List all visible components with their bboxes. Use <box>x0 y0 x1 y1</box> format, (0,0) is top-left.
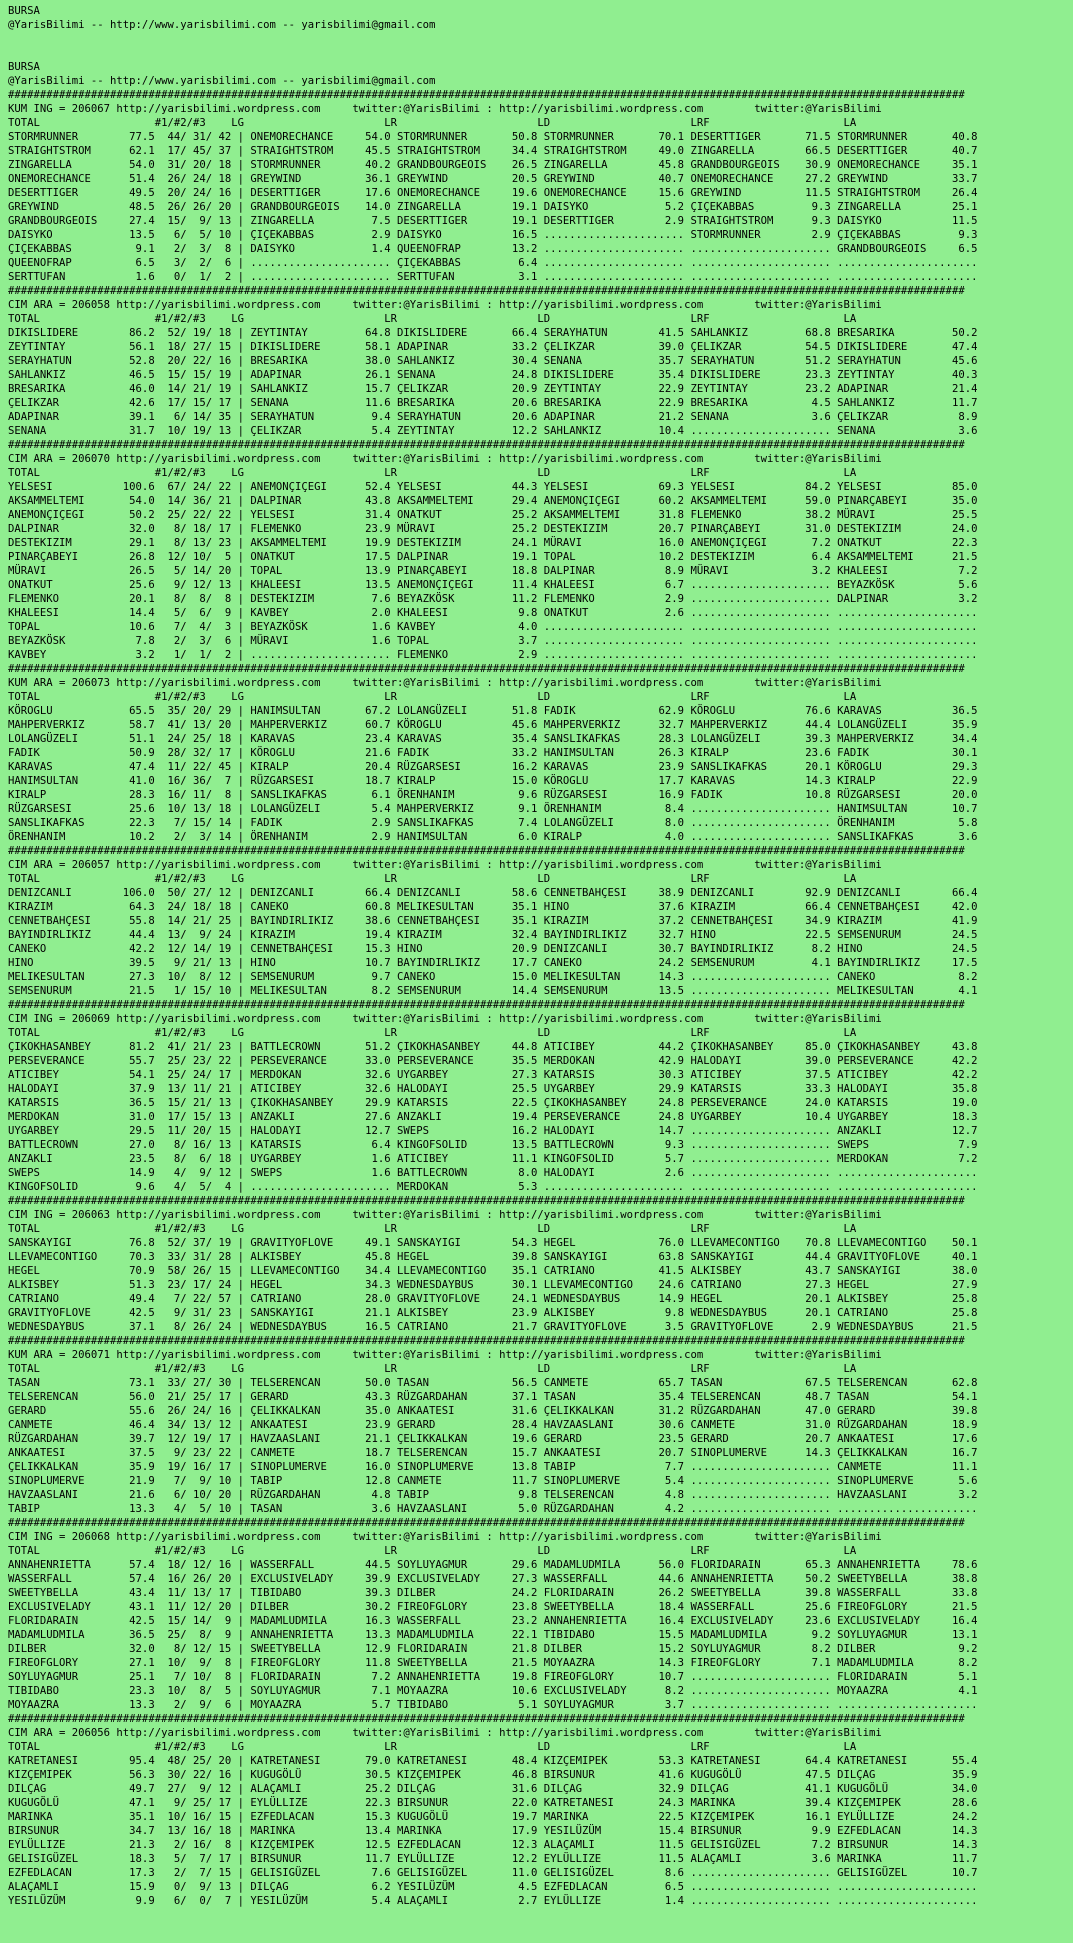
race-title: KUM ING = 206067 http://yarisbilimi.wordpress.com twitter:@YarisBilimi : http://yarisbilimi.wordpress.com twitter:@YarisBilimi <box>8 103 882 115</box>
table-row: SANSKAYIGI 76.8 52/ 37/ 19 | GRAVITYOFLOVE 49.1 SANSKAYIGI 54.3 HEGEL 76.0 LLEVAMECONTIGO 70.8 LLEVAMECONTIGO 50.1 <box>8 1237 978 1249</box>
table-row: SENANA 31.7 10/ 19/ 13 | ÇELIKZAR 5.4 ZEYTINTAY 12.2 SAHLANKIZ 10.4 ...................... SENANA 3.6 <box>8 425 978 437</box>
table-row: ALAÇAMLI 15.9 0/ 9/ 13 | DILÇAG 6.2 YESILÜZÜM 4.5 EZFEDLACAN 6.5 ...................... ...................... <box>8 1881 978 1893</box>
table-row: LLEVAMECONTIGO 70.3 33/ 31/ 28 | ALKISBEY 45.8 HEGEL 39.8 SANSKAYIGI 63.8 SANSKAYIGI 44.4 GRAVITYOFLOVE 40.1 <box>8 1251 978 1263</box>
table-row: CATRIANO 49.4 7/ 22/ 57 | CATRIANO 28.0 GRAVITYOFLOVE 24.1 WEDNESDAYBUS 14.9 HEGEL 20.1 ALKISBEY 25.8 <box>8 1293 978 1305</box>
table-row: CANMETE 46.4 34/ 13/ 12 | ANKAATESI 23.9 GERARD 28.4 HAVZAASLANI 30.6 CANMETE 31.0 RÜZGARDAHAN 18.9 <box>8 1419 978 1431</box>
table-row: KIZÇEMIPEK 56.3 30/ 22/ 16 | KUGUGÖLÜ 30.5 KIZÇEMIPEK 46.8 BIRSUNUR 41.6 KUGUGÖLÜ 47.5 DILÇAG 35.9 <box>8 1769 978 1781</box>
table-row: DAISYKO 13.5 6/ 5/ 10 | ÇIÇEKABBAS 2.9 DAISYKO 16.5 ...................... STORMRUNNER 2.9 ÇIÇEKABBAS 9.3 <box>8 229 978 241</box>
column-header: TOTAL #1/#2/#3 LG LR LD LRF LA <box>8 1363 857 1375</box>
table-row: FLEMENKO 20.1 8/ 8/ 8 | DESTEKIZIM 7.6 BEYAZKÖSK 11.2 FLEMENKO 2.9 ...................... DALPINAR 3.2 <box>8 593 978 605</box>
table-row: SEMSENURUM 21.5 1/ 15/ 10 | MELIKESULTAN 8.2 SEMSENURUM 14.4 SEMSENURUM 13.5 ...................... MELIKESULTAN 4.1 <box>8 985 978 997</box>
table-row: ÖRENHANIM 10.2 2/ 3/ 14 | ÖRENHANIM 2.9 HANIMSULTAN 6.0 KIRALP 4.0 ...................... SANSLIKAFKAS 3.6 <box>8 831 978 843</box>
column-header: TOTAL #1/#2/#3 LG LR LD LRF LA <box>8 873 857 885</box>
table-row: GRANDBOURGEOIS 27.4 15/ 9/ 13 | ZINGARELLA 7.5 DESERTTIGER 19.1 DESERTTIGER 2.9 STRAIGHTSTROM 9.3 DAISYKO 11.5 <box>8 215 978 227</box>
table-row: ÇELIKKALKAN 35.9 19/ 16/ 17 | SINOPLUMERVE 16.0 SINOPLUMERVE 13.8 TABIP 7.7 ...................... CANMETE 11.1 <box>8 1461 978 1473</box>
table-row: CENNETBAHÇESI 55.8 14/ 21/ 25 | BAYINDIRLIKIZ 38.6 CENNETBAHÇESI 35.1 KIRAZIM 37.2 CENNETBAHÇESI 34.9 KIRAZIM 41.9 <box>8 915 978 927</box>
table-row: GREYWIND 48.5 26/ 26/ 20 | GRANDBOURGEOIS 14.0 ZINGARELLA 19.1 DAISYKO 5.2 ÇIÇEKABBAS 9.3 ZINGARELLA 25.1 <box>8 201 978 213</box>
table-row: ZEYTINTAY 56.1 18/ 27/ 15 | DIKISLIDERE 58.1 ADAPINAR 33.2 ÇELIKZAR 39.0 ÇELIKZAR 54.5 DIKISLIDERE 47.4 <box>8 341 978 353</box>
table-row: CANEKO 42.2 12/ 14/ 19 | CENNETBAHÇESI 15.3 HINO 20.9 DENIZCANLI 30.7 BAYINDIRLIKIZ 8.2 HINO 24.5 <box>8 943 978 955</box>
table-row: HANIMSULTAN 41.0 16/ 36/ 7 | RÜZGARSESI 18.7 KIRALP 15.0 KÖROGLU 17.7 KARAVAS 14.3 KIRALP 22.9 <box>8 775 978 787</box>
table-row: SERAYHATUN 52.8 20/ 22/ 16 | BRESARIKA 38.0 SAHLANKIZ 30.4 SENANA 35.7 SERAYHATUN 51.2 SERAYHATUN 45.6 <box>8 355 978 367</box>
table-row: ANEMONÇIÇEGI 50.2 25/ 22/ 22 | YELSESI 31.4 ONATKUT 25.2 AKSAMMELTEMI 31.8 FLEMENKO 38.2 MÜRAVI 25.5 <box>8 509 978 521</box>
table-row: LOLANGÜZELI 51.1 24/ 25/ 18 | KARAVAS 23.4 KARAVAS 35.4 SANSLIKAFKAS 28.3 LOLANGÜZELI 39.3 MAHPERVERKIZ 34.4 <box>8 733 978 745</box>
header-contact: @YarisBilimi -- http://www.yarisbilimi.com -- yarisbilimi@gmail.com <box>8 19 436 31</box>
table-row: SANSLIKAFKAS 22.3 7/ 15/ 14 | FADIK 2.9 SANSLIKAFKAS 7.4 LOLANGÜZELI 8.0 ...................... ÖRENHANIM 5.8 <box>8 817 978 829</box>
race-title: CIM ARA = 206058 http://yarisbilimi.wordpress.com twitter:@YarisBilimi : http://yarisbilimi.wordpress.com twitter:@YarisBilimi <box>8 299 882 311</box>
table-row: SINOPLUMERVE 21.9 7/ 9/ 10 | TABIP 12.8 CANMETE 11.7 SINOPLUMERVE 5.4 ...................... SINOPLUMERVE 5.6 <box>8 1475 978 1487</box>
header-block-repeat <box>8 60 1070 88</box>
column-header: TOTAL #1/#2/#3 LG LR LD LRF LA <box>8 467 857 479</box>
race-title: KUM ARA = 206073 http://yarisbilimi.wordpress.com twitter:@YarisBilimi : http://yarisbilimi.wordpress.com twitter:@YarisBilimi <box>8 677 882 689</box>
column-header: TOTAL #1/#2/#3 LG LR LD LRF LA <box>8 313 857 325</box>
table-row: RÜZGARSESI 25.6 10/ 13/ 18 | LOLANGÜZELI 5.4 MAHPERVERKIZ 9.1 ÖRENHANIM 8.4 ...................... HANIMSULTAN 10.7 <box>8 803 978 815</box>
column-header: TOTAL #1/#2/#3 LG LR LD LRF LA <box>8 1223 857 1235</box>
race-title: CIM ING = 206069 http://yarisbilimi.wordpress.com twitter:@YarisBilimi : http://yarisbilimi.wordpress.com twitter:@YarisBilimi <box>8 1013 882 1025</box>
header-block <box>8 4 1070 32</box>
table-row: MADAMLUDMILA 36.5 25/ 8/ 9 | ANNAHENRIETTA 13.3 MADAMLUDMILA 22.1 TIBIDABO 15.5 MADAMLUDMILA 9.2 SOYLUYAGMUR 13.1 <box>8 1629 978 1641</box>
table-row: SERTTUFAN 1.6 0/ 1/ 2 | ...................... SERTTUFAN 3.1 ...................... ...................... ...................... <box>8 271 978 283</box>
race-report <box>8 88 1070 1908</box>
table-row: DILÇAG 49.7 27/ 9/ 12 | ALAÇAMLI 25.2 DILÇAG 31.6 DILÇAG 32.9 DILÇAG 41.1 KUGUGÖLÜ 34.0 <box>8 1783 978 1795</box>
table-row: FIREOFGLORY 27.1 10/ 9/ 8 | FIREOFGLORY 11.8 SWEETYBELLA 21.5 MOYAAZRA 14.3 FIREOFGLORY 7.1 MADAMLUDMILA 8.2 <box>8 1657 978 1669</box>
header-city: BURSA <box>8 61 40 73</box>
race-title: CIM ARA = 206057 http://yarisbilimi.wordpress.com twitter:@YarisBilimi : http://yarisbilimi.wordpress.com twitter:@YarisBilimi <box>8 859 882 871</box>
table-row: TASAN 73.1 33/ 27/ 30 | TELSERENCAN 50.0 TASAN 56.5 CANMETE 65.7 TASAN 67.5 TELSERENCAN 62.8 <box>8 1377 978 1389</box>
race-title: CIM ING = 206063 http://yarisbilimi.wordpress.com twitter:@YarisBilimi : http://yarisbilimi.wordpress.com twitter:@YarisBilimi <box>8 1209 882 1221</box>
separator-line: ###################################################################################################################################################### <box>8 439 965 451</box>
table-row: SWEETYBELLA 43.4 11/ 13/ 17 | TIBIDABO 39.3 DILBER 24.2 FLORIDARAIN 26.2 SWEETYBELLA 39.8 WASSERFALL 33.8 <box>8 1587 978 1599</box>
table-row: PINARÇABEYI 26.8 12/ 10/ 5 | ONATKUT 17.5 DALPINAR 19.1 TOPAL 10.2 DESTEKIZIM 6.4 AKSAMMELTEMI 21.5 <box>8 551 978 563</box>
table-row: ADAPINAR 39.1 6/ 14/ 35 | SERAYHATUN 9.4 SERAYHATUN 20.6 ADAPINAR 21.2 SENANA 3.6 ÇELIKZAR 8.9 <box>8 411 978 423</box>
table-row: SAHLANKIZ 46.5 15/ 15/ 19 | ADAPINAR 26.1 SENANA 24.8 DIKISLIDERE 35.4 DIKISLIDERE 23.3 ZEYTINTAY 40.3 <box>8 369 978 381</box>
table-row: DENIZCANLI 106.0 50/ 27/ 12 | DENIZCANLI 66.4 DENIZCANLI 58.6 CENNETBAHÇESI 38.9 DENIZCANLI 92.9 DENIZCANLI 66.4 <box>8 887 978 899</box>
table-row: PERSEVERANCE 55.7 25/ 23/ 22 | PERSEVERANCE 33.0 PERSEVERANCE 35.5 MERDOKAN 42.9 HALODAYI 39.0 PERSEVERANCE 42.2 <box>8 1055 978 1067</box>
table-row: DESTEKIZIM 29.1 8/ 13/ 23 | AKSAMMELTEMI 19.9 DESTEKIZIM 24.1 MÜRAVI 16.0 ANEMONÇIÇEGI 7.2 ONATKUT 22.3 <box>8 537 978 549</box>
table-row: AKSAMMELTEMI 54.0 14/ 36/ 21 | DALPINAR 43.8 AKSAMMELTEMI 29.4 ANEMONÇIÇEGI 60.2 AKSAMMELTEMI 59.0 PINARÇABEYI 35.0 <box>8 495 978 507</box>
table-row: UYGARBEY 29.5 11/ 20/ 15 | HALODAYI 12.7 SWEPS 16.2 HALODAYI 14.7 ...................... ANZAKLI 12.7 <box>8 1125 978 1137</box>
table-row: ONEMORECHANCE 51.4 26/ 24/ 18 | GREYWIND 36.1 GREYWIND 20.5 GREYWIND 40.7 ONEMORECHANCE 27.2 GREYWIND 33.7 <box>8 173 978 185</box>
table-row: ZINGARELLA 54.0 31/ 20/ 18 | STORMRUNNER 40.2 GRANDBOURGEOIS 26.5 ZINGARELLA 45.8 GRANDBOURGEOIS 30.9 ONEMORECHANCE 35.1 <box>8 159 978 171</box>
table-row: ONATKUT 25.6 9/ 12/ 13 | KHALEESI 13.5 ANEMONÇIÇEGI 11.4 KHALEESI 6.7 ...................... BEYAZKÖSK 5.6 <box>8 579 978 591</box>
separator-line: ###################################################################################################################################################### <box>8 1195 965 1207</box>
column-header: TOTAL #1/#2/#3 LG LR LD LRF LA <box>8 117 857 129</box>
race-title: CIM ING = 206068 http://yarisbilimi.wordpress.com twitter:@YarisBilimi : http://yarisbilimi.wordpress.com twitter:@YarisBilimi <box>8 1531 882 1543</box>
separator-line: ###################################################################################################################################################### <box>8 663 965 675</box>
header-city: BURSA <box>8 5 40 17</box>
table-row: KATARSIS 36.5 15/ 21/ 13 | ÇIKOKHASANBEY 29.9 KATARSIS 22.5 ÇIKOKHASANBEY 24.8 PERSEVERANCE 24.0 KATARSIS 19.0 <box>8 1097 978 1109</box>
table-row: ÇIKOKHASANBEY 81.2 41/ 21/ 23 | BATTLECROWN 51.2 ÇIKOKHASANBEY 44.8 ATICIBEY 44.2 ÇIKOKHASANBEY 85.0 ÇIKOKHASANBEY 43.8 <box>8 1041 978 1053</box>
spacer <box>8 32 1070 60</box>
table-row: EZFEDLACAN 17.3 2/ 7/ 15 | GELISIGÜZEL 7.6 GELISIGÜZEL 11.0 GELISIGÜZEL 8.6 ...................... GELISIGÜZEL 10.7 <box>8 1867 978 1879</box>
column-header: TOTAL #1/#2/#3 LG LR LD LRF LA <box>8 1027 857 1039</box>
separator-line: ###################################################################################################################################################### <box>8 89 965 101</box>
table-row: TELSERENCAN 56.0 21/ 25/ 17 | GERARD 43.3 RÜZGARDAHAN 37.1 TASAN 35.4 TELSERENCAN 48.7 TASAN 54.1 <box>8 1391 978 1403</box>
table-row: DIKISLIDERE 86.2 52/ 19/ 18 | ZEYTINTAY 64.8 DIKISLIDERE 66.4 SERAYHATUN 41.5 SAHLANKIZ 68.8 BRESARIKA 50.2 <box>8 327 978 339</box>
table-row: BRESARIKA 46.0 14/ 21/ 19 | SAHLANKIZ 15.7 ÇELIKZAR 20.9 ZEYTINTAY 22.9 ZEYTINTAY 23.2 ADAPINAR 21.4 <box>8 383 978 395</box>
table-row: QUEENOFRAP 6.5 3/ 2/ 6 | ...................... ÇIÇEKABBAS 6.4 ...................... ...................... ...................... <box>8 257 978 269</box>
separator-line: ###################################################################################################################################################### <box>8 1713 965 1725</box>
table-row: YELSESI 100.6 67/ 24/ 22 | ANEMONÇIÇEGI 52.4 YELSESI 44.3 YELSESI 69.3 YELSESI 84.2 YELSESI 85.0 <box>8 481 978 493</box>
table-row: GERARD 55.6 26/ 24/ 16 | ÇELIKKALKAN 35.0 ANKAATESI 31.6 ÇELIKKALKAN 31.2 RÜZGARDAHAN 47.0 GERARD 39.8 <box>8 1405 978 1417</box>
table-row: ÇELIKZAR 42.6 17/ 15/ 17 | SENANA 11.6 BRESARIKA 20.6 BRESARIKA 22.9 BRESARIKA 4.5 SAHLANKIZ 11.7 <box>8 397 978 409</box>
table-row: BAYINDIRLIKIZ 44.4 13/ 9/ 24 | KIRAZIM 19.4 KIRAZIM 32.4 BAYINDIRLIKIZ 32.7 HINO 22.5 SEMSENURUM 24.5 <box>8 929 978 941</box>
table-row: MERDOKAN 31.0 17/ 15/ 13 | ANZAKLI 27.6 ANZAKLI 19.4 PERSEVERANCE 24.8 UYGARBEY 10.4 UYGARBEY 18.3 <box>8 1111 978 1123</box>
table-row: STORMRUNNER 77.5 44/ 31/ 42 | ONEMORECHANCE 54.0 STORMRUNNER 50.8 STORMRUNNER 70.1 DESERTTIGER 71.5 STORMRUNNER 40.8 <box>8 131 978 143</box>
table-row: DESERTTIGER 49.5 20/ 24/ 16 | DESERTTIGER 17.6 ONEMORECHANCE 19.6 ONEMORECHANCE 15.6 GREYWIND 11.5 STRAIGHTSTROM 26.4 <box>8 187 978 199</box>
table-row: KHALEESI 14.4 5/ 6/ 9 | KAVBEY 2.0 KHALEESI 9.8 ONATKUT 2.6 ...................... ...................... <box>8 607 978 619</box>
column-header: TOTAL #1/#2/#3 LG LR LD LRF LA <box>8 1741 857 1753</box>
table-row: FADIK 50.9 28/ 32/ 17 | KÖROGLU 21.6 FADIK 33.2 HANIMSULTAN 26.3 KIRALP 23.6 FADIK 30.1 <box>8 747 978 759</box>
race-title: CIM ARA = 206056 http://yarisbilimi.wordpress.com twitter:@YarisBilimi : http://yarisbilimi.wordpress.com twitter:@YarisBilimi <box>8 1727 882 1739</box>
separator-line: ###################################################################################################################################################### <box>8 999 965 1011</box>
separator-line: ###################################################################################################################################################### <box>8 1335 965 1347</box>
header-contact: @YarisBilimi -- http://www.yarisbilimi.com -- yarisbilimi@gmail.com <box>8 75 436 87</box>
table-row: MELIKESULTAN 27.3 10/ 8/ 12 | SEMSENURUM 9.7 CANEKO 15.0 MELIKESULTAN 14.3 ...................... CANEKO 8.2 <box>8 971 978 983</box>
table-row: MARINKA 35.1 10/ 16/ 15 | EZFEDLACAN 15.3 KUGUGÖLÜ 19.7 MARINKA 22.5 KIZÇEMIPEK 16.1 EYLÜLLIZE 24.2 <box>8 1811 978 1823</box>
table-row: RÜZGARDAHAN 39.7 12/ 19/ 17 | HAVZAASLANI 21.1 ÇELIKKALKAN 19.6 GERARD 23.5 GERARD 20.7 ANKAATESI 17.6 <box>8 1433 978 1445</box>
table-row: KATRETANESI 95.4 48/ 25/ 20 | KATRETANESI 79.0 KATRETANESI 48.4 KIZÇEMIPEK 53.3 KATRETANESI 64.4 KATRETANESI 55.4 <box>8 1755 978 1767</box>
table-row: ATICIBEY 54.1 25/ 24/ 17 | MERDOKAN 32.6 UYGARBEY 27.3 KATARSIS 30.3 ATICIBEY 37.5 ATICIBEY 42.2 <box>8 1069 978 1081</box>
table-row: ANKAATESI 37.5 9/ 23/ 22 | CANMETE 18.7 TELSERENCAN 15.7 ANKAATESI 20.7 SINOPLUMERVE 14.3 ÇELIKKALKAN 16.7 <box>8 1447 978 1459</box>
table-row: KÖROGLU 65.5 35/ 20/ 29 | HANIMSULTAN 67.2 LOLANGÜZELI 51.8 FADIK 62.9 KÖROGLU 76.6 KARAVAS 36.5 <box>8 705 978 717</box>
table-row: KIRALP 28.3 16/ 11/ 8 | SANSLIKAFKAS 6.1 ÖRENHANIM 9.6 RÜZGARSESI 16.9 FADIK 10.8 RÜZGARSESI 20.0 <box>8 789 978 801</box>
table-row: SOYLUYAGMUR 25.1 7/ 10/ 8 | FLORIDARAIN 7.2 ANNAHENRIETTA 19.8 FIREOFGLORY 10.7 ...................... FLORIDARAIN 5.1 <box>8 1671 978 1683</box>
table-row: ÇIÇEKABBAS 9.1 2/ 3/ 8 | DAISYKO 1.4 QUEENOFRAP 13.2 ...................... ...................... GRANDBOURGEOIS 6.5 <box>8 243 978 255</box>
table-row: BEYAZKÖSK 7.8 2/ 3/ 6 | MÜRAVI 1.6 TOPAL 3.7 ...................... ...................... ...................... <box>8 635 978 647</box>
separator-line: ###################################################################################################################################################### <box>8 1517 965 1529</box>
table-row: KUGUGÖLÜ 47.1 9/ 25/ 17 | EYLÜLLIZE 22.3 BIRSUNUR 22.0 KATRETANESI 24.3 MARINKA 39.4 KIZÇEMIPEK 28.6 <box>8 1797 978 1809</box>
table-row: DILBER 32.0 8/ 12/ 15 | SWEETYBELLA 12.9 FLORIDARAIN 21.8 DILBER 15.2 SOYLUYAGMUR 8.2 DILBER 9.2 <box>8 1643 978 1655</box>
table-row: TOPAL 10.6 7/ 4/ 3 | BEYAZKÖSK 1.6 KAVBEY 4.0 ...................... ...................... ...................... <box>8 621 978 633</box>
table-row: HALODAYI 37.9 13/ 11/ 21 | ATICIBEY 32.6 HALODAYI 25.5 UYGARBEY 29.9 KATARSIS 33.3 HALODAYI 35.8 <box>8 1083 978 1095</box>
table-row: WEDNESDAYBUS 37.1 8/ 26/ 24 | WEDNESDAYBUS 16.5 CATRIANO 21.7 GRAVITYOFLOVE 3.5 GRAVITYOFLOVE 2.9 WEDNESDAYBUS 21.5 <box>8 1321 978 1333</box>
table-row: MOYAAZRA 13.3 2/ 9/ 6 | MOYAAZRA 5.7 TIBIDABO 5.1 SOYLUYAGMUR 3.7 ...................... ...................... <box>8 1699 978 1711</box>
table-row: YESILÜZÜM 9.9 6/ 0/ 7 | YESILÜZÜM 5.4 ALAÇAMLI 2.7 EYLÜLLIZE 1.4 ...................... ...................... <box>8 1895 978 1907</box>
table-row: HAVZAASLANI 21.6 6/ 10/ 20 | RÜZGARDAHAN 4.8 TABIP 9.8 TELSERENCAN 4.8 ...................... HAVZAASLANI 3.2 <box>8 1489 978 1501</box>
table-row: EYLÜLLIZE 21.3 2/ 16/ 8 | KIZÇEMIPEK 12.5 EZFEDLACAN 12.3 ALAÇAMLI 11.5 GELISIGÜZEL 7.2 BIRSUNUR 14.3 <box>8 1839 978 1851</box>
table-row: BATTLECROWN 27.0 8/ 16/ 13 | KATARSIS 6.4 KINGOFSOLID 13.5 BATTLECROWN 9.3 ...................... SWEPS 7.9 <box>8 1139 978 1151</box>
table-row: MÜRAVI 26.5 5/ 14/ 20 | TOPAL 13.9 PINARÇABEYI 18.8 DALPINAR 8.9 MÜRAVI 3.2 KHALEESI 7.2 <box>8 565 978 577</box>
table-row: DALPINAR 32.0 8/ 18/ 17 | FLEMENKO 23.9 MÜRAVI 25.2 DESTEKIZIM 20.7 PINARÇABEYI 31.0 DESTEKIZIM 24.0 <box>8 523 978 535</box>
table-row: ANZAKLI 23.5 8/ 6/ 18 | UYGARBEY 1.6 ATICIBEY 11.1 KINGOFSOLID 5.7 ...................... MERDOKAN 7.2 <box>8 1153 978 1165</box>
race-title: CIM ARA = 206070 http://yarisbilimi.wordpress.com twitter:@YarisBilimi : http://yarisbilimi.wordpress.com twitter:@YarisBilimi <box>8 453 882 465</box>
table-row: ANNAHENRIETTA 57.4 18/ 12/ 16 | WASSERFALL 44.5 SOYLUYAGMUR 29.6 MADAMLUDMILA 56.0 FLORIDARAIN 65.3 ANNAHENRIETTA 78.6 <box>8 1559 978 1571</box>
race-title: KUM ARA = 206071 http://yarisbilimi.wordpress.com twitter:@YarisBilimi : http://yarisbilimi.wordpress.com twitter:@YarisBilimi <box>8 1349 882 1361</box>
table-row: KAVBEY 3.2 1/ 1/ 2 | ...................... FLEMENKO 2.9 ...................... ...................... ...................... <box>8 649 978 661</box>
table-row: FLORIDARAIN 42.5 15/ 14/ 9 | MADAMLUDMILA 16.3 WASSERFALL 23.2 ANNAHENRIETTA 16.4 EXCLUSIVELADY 23.6 EXCLUSIVELADY 16.4 <box>8 1615 978 1627</box>
table-row: MAHPERVERKIZ 58.7 41/ 13/ 20 | MAHPERVERKIZ 60.7 KÖROGLU 45.6 MAHPERVERKIZ 32.7 MAHPERVERKIZ 44.4 LOLANGÜZELI 35.9 <box>8 719 978 731</box>
table-row: ALKISBEY 51.3 23/ 17/ 24 | HEGEL 34.3 WEDNESDAYBUS 30.1 LLEVAMECONTIGO 24.6 CATRIANO 27.3 HEGEL 27.9 <box>8 1279 978 1291</box>
table-row: KARAVAS 47.4 11/ 22/ 45 | KIRALP 20.4 RÜZGARSESI 16.2 KARAVAS 23.9 SANSLIKAFKAS 20.1 KÖROGLU 29.3 <box>8 761 978 773</box>
table-row: GRAVITYOFLOVE 42.5 9/ 31/ 23 | SANSKAYIGI 21.1 ALKISBEY 23.9 ALKISBEY 9.8 WEDNESDAYBUS 20.1 CATRIANO 25.8 <box>8 1307 978 1319</box>
table-row: STRAIGHTSTROM 62.1 17/ 45/ 37 | STRAIGHTSTROM 45.5 STRAIGHTSTROM 34.4 STRAIGHTSTROM 49.0 ZINGARELLA 66.5 DESERTTIGER 40.7 <box>8 145 978 157</box>
table-row: KIRAZIM 64.3 24/ 18/ 18 | CANEKO 60.8 MELIKESULTAN 35.1 HINO 37.6 KIRAZIM 66.4 CENNETBAHÇESI 42.0 <box>8 901 978 913</box>
table-row: GELISIGÜZEL 18.3 5/ 7/ 17 | BIRSUNUR 11.7 EYLÜLLIZE 12.2 EYLÜLLIZE 11.5 ALAÇAMLI 3.6 MARINKA 11.7 <box>8 1853 978 1865</box>
column-header: TOTAL #1/#2/#3 LG LR LD LRF LA <box>8 1545 857 1557</box>
table-row: HEGEL 70.9 58/ 26/ 15 | LLEVAMECONTIGO 34.4 LLEVAMECONTIGO 35.1 CATRIANO 41.5 ALKISBEY 43.7 SANSKAYIGI 38.0 <box>8 1265 978 1277</box>
table-row: TABIP 13.3 4/ 5/ 10 | TASAN 3.6 HAVZAASLANI 5.0 RÜZGARDAHAN 4.2 ...................... ...................... <box>8 1503 978 1515</box>
table-row: EXCLUSIVELADY 43.1 11/ 12/ 20 | DILBER 30.2 FIREOFGLORY 23.8 SWEETYBELLA 18.4 WASSERFALL 25.6 FIREOFGLORY 21.5 <box>8 1601 978 1613</box>
table-row: KINGOFSOLID 9.6 4/ 5/ 4 | ...................... MERDOKAN 5.3 ...................... ...................... ...................... <box>8 1181 978 1193</box>
table-row: WASSERFALL 57.4 16/ 26/ 20 | EXCLUSIVELADY 39.9 EXCLUSIVELADY 27.3 WASSERFALL 44.6 ANNAHENRIETTA 50.2 SWEETYBELLA 38.8 <box>8 1573 978 1585</box>
separator-line: ###################################################################################################################################################### <box>8 285 965 297</box>
table-row: HINO 39.5 9/ 21/ 13 | HINO 10.7 BAYINDIRLIKIZ 17.7 CANEKO 24.2 SEMSENURUM 4.1 BAYINDIRLIKIZ 17.5 <box>8 957 978 969</box>
table-row: SWEPS 14.9 4/ 9/ 12 | SWEPS 1.6 BATTLECROWN 8.0 HALODAYI 2.6 ...................... ...................... <box>8 1167 978 1179</box>
column-header: TOTAL #1/#2/#3 LG LR LD LRF LA <box>8 691 857 703</box>
table-row: BIRSUNUR 34.7 13/ 16/ 18 | MARINKA 13.4 MARINKA 17.9 YESILÜZÜM 15.4 BIRSUNUR 9.9 EZFEDLACAN 14.3 <box>8 1825 978 1837</box>
separator-line: ###################################################################################################################################################### <box>8 845 965 857</box>
table-row: TIBIDABO 23.3 10/ 8/ 5 | SOYLUYAGMUR 7.1 MOYAAZRA 10.6 EXCLUSIVELADY 8.2 ...................... MOYAAZRA 4.1 <box>8 1685 978 1697</box>
